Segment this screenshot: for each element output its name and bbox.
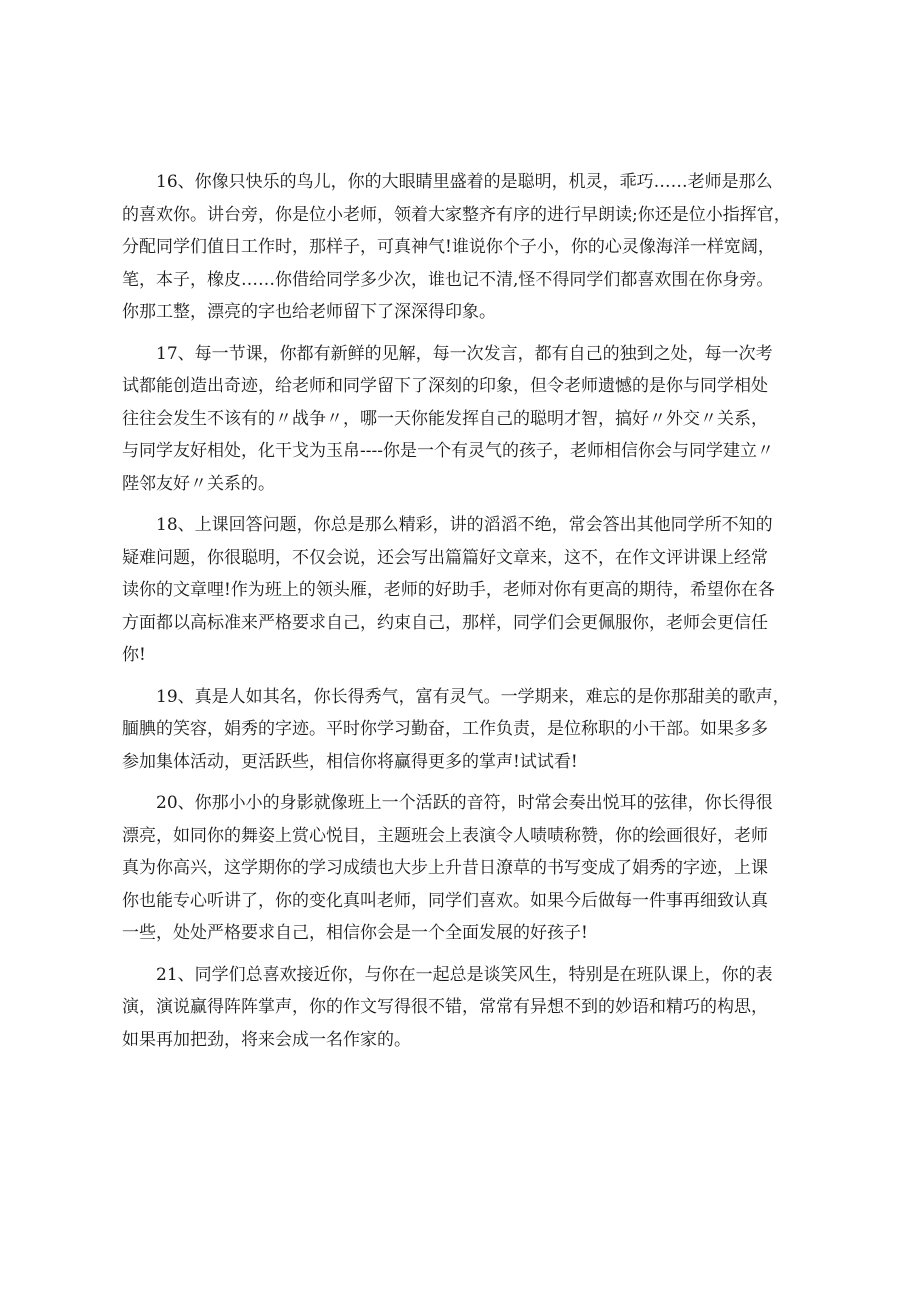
paragraph-17: 17、每一节课，你都有新鲜的见解，每一次发言，都有自己的独到之处，每一次考 试都能创造出奇迹，给老师和同学留下了深刻的印象，但令老师遗憾的是你与同学相处 往往会发生不该有的〃战争〃，哪一天你能发挥自己的聪明才智，搞好〃外交〃关系， 与同学友好相处，化干戈为玉帛----你是一个有灵气的孩子，老师相信你会与同学建立〃 陛邻友好〃关系的。: [122, 343, 774, 494]
document-body: [122, 166, 806, 1065]
paragraph-16: 16、你像只快乐的鸟儿，你的大眼睛里盛着的是聪明，机灵，乖巧……老师是那么 的喜欢你。讲台旁，你是位小老师，领着大家整齐有序的进行早朗读;你还是位小指挥官， 分配同学们值日工作时，那样子，可真神气!谁说你个子小，你的心灵像海洋一样宽阔， 笔，本子，橡皮……你借给同学多少次，谁也记不清,怪不得同学们都喜欢围在你身旁。 你那工整，漂亮的字也给老师留下了深深得印象。: [122, 172, 791, 322]
paragraph-19: 19、真是人如其名，你长得秀气，富有灵气。一学期来，难忘的是你那甜美的歌声， 腼腆的笑容，娟秀的字迹。平时你学习勤奋，工作负责，是位称职的小干部。如果多多 参加集体活动，更活跃些，相信你将赢得更多的掌声!试试看!: [122, 686, 790, 772]
paragraph-20: 20、你那小小的身影就像班上一个活跃的音符，时常会奏出悦耳的弦律，你长得很 漂亮，如同你的舞姿上赏心悦目，主题班会上表演令人啧啧称赞，你的绘画很好，老师 真为你高兴，这学期你的学习成绩也大步上升昔日潦草的书写变成了娟秀的字迹，上课 你也能专心听讲了，你的变化真叫老师，同学们喜欢。如果今后做每一件事再细致认真 一些，处处严格要求自己，相信你会是一个全面发展的好孩子!: [122, 793, 773, 943]
paragraph-21: 21、同学们总喜欢接近你，与你在一起总是谈笑风生，特别是在班队课上，你的表 演，演说赢得阵阵掌声，你的作文写得很不错，常常有异想不到的妙语和精巧的构思， 如果再加把劲，将来会成一名作家的。: [122, 964, 773, 1050]
paragraph-18: 18、上课回答问题，你总是那么精彩，讲的滔滔不绝，常会答出其他同学所不知的 疑难问题，你很聪明，不仅会说，还会写出篇篇好文章来，这不，在作文评讲课上经常 读你的文章哩!作为班上的领头雁，老师的好助手，老师对你有更高的期待，希望你在各 方面都以高标准来严格要求自己，约束自己，那样，同学们会更佩服你，老师会更信任 你!: [122, 515, 775, 665]
